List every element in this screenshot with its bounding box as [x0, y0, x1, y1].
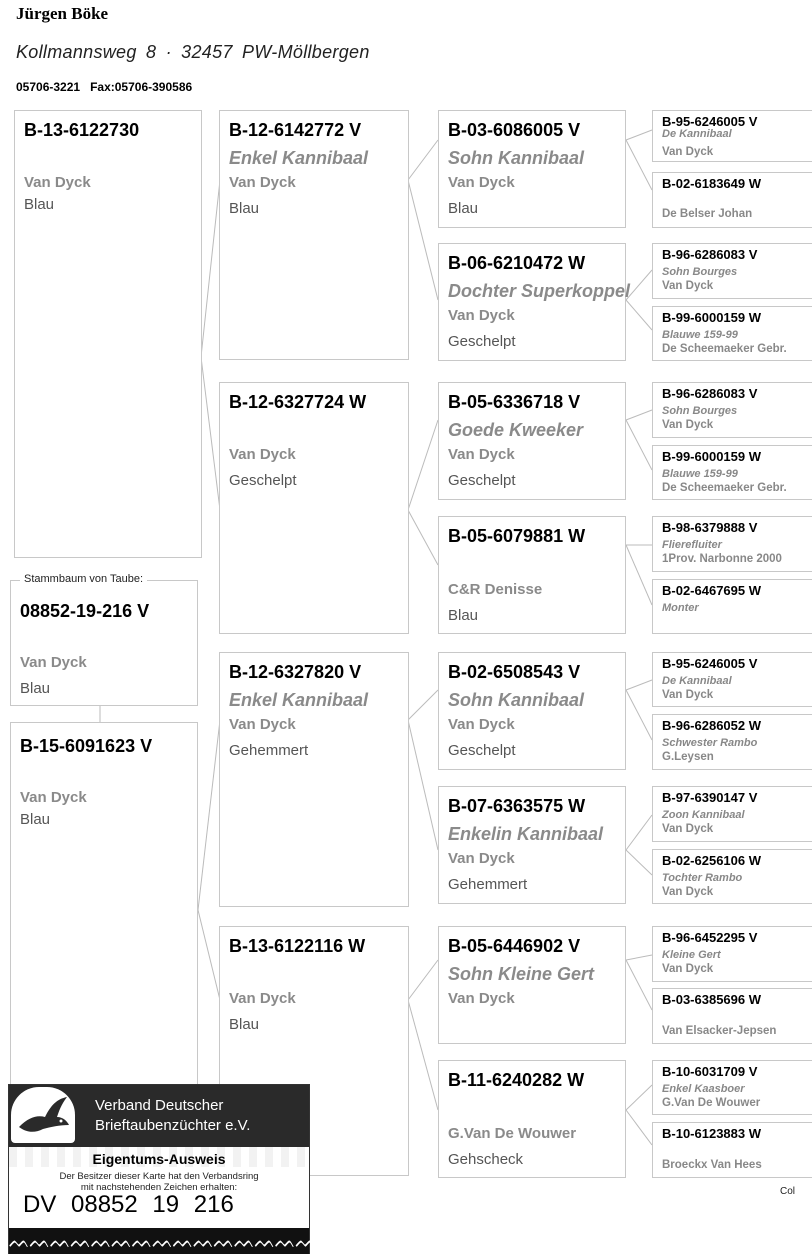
gen4-owner: Van Dyck — [662, 963, 714, 975]
gen4-ring: B-99-6000159 W — [662, 310, 761, 325]
gen3-color: Blau — [448, 200, 479, 217]
gen2-ring: B-12-6142772 V — [229, 120, 362, 140]
gen3-nick: Dochter Superkoppel — [448, 281, 631, 301]
gen4-nick: Blauwe 159-99 — [662, 468, 738, 480]
gen4-ring: B-96-6286083 V — [662, 247, 758, 262]
gen4-box — [652, 110, 812, 162]
gen2-nick: Enkel Kannibaal — [229, 690, 369, 710]
gen4-box — [652, 445, 812, 500]
gen2-color: Blau — [229, 200, 260, 217]
gen2-color: Blau — [229, 1016, 260, 1033]
gen2-ring: B-12-6327724 W — [229, 392, 367, 412]
dove-logo-icon — [11, 1087, 75, 1143]
gen3-owner: Van Dyck — [448, 307, 515, 324]
gen4-nick: Sohn Bourges — [662, 266, 738, 278]
gen4-owner: Van Dyck — [662, 146, 714, 158]
gen2-box — [219, 110, 409, 360]
card-header — [9, 1085, 309, 1147]
gen4-box — [652, 516, 812, 572]
footer-fragment: Col — [780, 1186, 796, 1197]
card-subtitle-line2: mit nachstehenden Zeichen erhalten: — [80, 1182, 238, 1193]
gen4-box — [652, 652, 812, 707]
gen4-owner: Van Dyck — [662, 689, 714, 701]
gen4-box — [652, 926, 812, 982]
card-title-text: Eigentums-Ausweis — [92, 1151, 226, 1167]
gen2-nick: Enkel Kannibaal — [229, 148, 369, 168]
gen2-box — [219, 652, 409, 907]
gen3-nick: Sohn Kleine Gert — [448, 964, 595, 984]
gen4-owner: G.Van De Wouwer — [662, 1097, 761, 1109]
card-org-line1: Verband Deutscher — [95, 1097, 224, 1114]
gen4-box — [652, 1122, 812, 1178]
gen3-box — [438, 382, 626, 500]
gen3-box — [438, 1060, 626, 1178]
gen3-box — [438, 652, 626, 770]
gen3-box — [438, 786, 626, 904]
mother-owner: Van Dyck — [20, 789, 87, 806]
gen3-ring: B-05-6336718 V — [448, 392, 581, 412]
gen3-ring: B-11-6240282 W — [448, 1070, 585, 1090]
gen4-box — [652, 243, 812, 299]
gen4-nick: De Kannibaal — [662, 128, 732, 140]
mother-ring: B-15-6091623 V — [20, 736, 153, 756]
gen4-ring: B-95-6246005 V — [662, 656, 758, 671]
bird-ring: 08852-19-216 V — [20, 601, 150, 621]
gen2-owner: Van Dyck — [229, 174, 296, 191]
gen4-box — [652, 988, 812, 1044]
gen4-nick: Schwester Rambo — [662, 737, 758, 749]
gen4-box — [652, 172, 812, 228]
gen4-ring: B-98-6379888 V — [662, 520, 758, 535]
card-security-pattern: ᨓᨓᨓᨓᨓᨓᨓᨓᨓᨓᨓᨓᨓᨓᨓᨓᨓᨓᨓᨓᨓᨓᨓᨓᨓ — [9, 1228, 309, 1254]
gen4-nick: Sohn Bourges — [662, 405, 738, 417]
gen4-owner: 1Prov. Narbonne 2000 — [662, 553, 782, 565]
gen3-ring: B-06-6210472 W — [448, 253, 586, 273]
card-title — [9, 1151, 309, 1167]
gen4-owner: Van Dyck — [662, 419, 714, 431]
gen4-ring: B-97-6390147 V — [662, 790, 758, 805]
gen4-ring: B-02-6467695 W — [662, 583, 761, 598]
gen4-owner: Van Dyck — [662, 886, 714, 898]
gen4-box — [652, 306, 812, 361]
gen3-color: Gehemmert — [448, 876, 528, 893]
gen4-ring: B-10-6123883 W — [662, 1126, 761, 1141]
gen3-color: Gehscheck — [448, 1151, 524, 1168]
gen4-ring: B-10-6031709 V — [662, 1064, 758, 1079]
gen2-ring: B-13-6122116 W — [229, 936, 366, 956]
gen4-owner: De Scheemaeker Gebr. — [662, 482, 787, 494]
gen3-box — [438, 110, 626, 228]
gen2-box — [219, 382, 409, 634]
card-subtitle-line1: Der Besitzer dieser Karte hat den Verbandsring — [59, 1171, 259, 1182]
gen4-owner: Broeckx Van Hees — [662, 1159, 762, 1171]
gen3-color: Blau — [448, 607, 479, 624]
father-box — [14, 110, 202, 558]
bird-color: Blau — [20, 680, 51, 697]
gen4-ring: B-96-6452295 V — [662, 930, 758, 945]
gen3-owner: Van Dyck — [448, 850, 515, 867]
gen3-box — [438, 516, 626, 634]
gen3-nick: Sohn Kannibaal — [448, 690, 585, 710]
bird-box — [10, 580, 198, 706]
gen4-nick: Blauwe 159-99 — [662, 329, 738, 341]
card-ring-number: DV 08852 19 216 — [23, 1191, 234, 1218]
gen4-box — [652, 1060, 812, 1115]
card-org-line2: Brieftaubenzüchter e.V. — [95, 1117, 251, 1134]
gen4-box — [652, 849, 812, 904]
gen4-owner: G.Leysen — [662, 751, 714, 763]
gen2-ring: B-12-6327820 V — [229, 662, 362, 682]
gen3-color: Geschelpt — [448, 742, 516, 759]
gen4-nick: Enkel Kaasboer — [662, 1083, 745, 1095]
gen2-owner: Van Dyck — [229, 446, 296, 463]
fax: Fax:05706-390586 — [90, 80, 193, 94]
gen3-owner: Van Dyck — [448, 446, 515, 463]
father-owner: Van Dyck — [24, 174, 91, 191]
gen4-nick: Kleine Gert — [662, 949, 721, 961]
gen2-color: Gehemmert — [229, 742, 309, 759]
gen4-box — [652, 382, 812, 438]
gen4-owner: De Scheemaeker Gebr. — [662, 343, 787, 355]
gen4-ring: B-99-6000159 W — [662, 449, 761, 464]
gen4-ring: B-02-6183649 W — [662, 176, 761, 191]
gen4-nick: Zoon Kannibaal — [662, 809, 745, 821]
gen3-nick: Sohn Kannibaal — [448, 148, 585, 168]
dove-icon — [11, 1087, 75, 1143]
gen4-box — [652, 579, 812, 634]
owner-contact — [16, 80, 192, 94]
gen3-box — [438, 243, 631, 361]
mother-box — [10, 722, 198, 1092]
gen4-ring: B-03-6385696 W — [662, 992, 761, 1007]
gen4-owner: Van Elsacker-Jepsen — [662, 1025, 777, 1037]
gen4-ring: B-95-6246005 V — [662, 114, 758, 129]
gen4-owner: De Belser Johan — [662, 208, 753, 220]
gen3-ring: B-05-6446902 V — [448, 936, 581, 956]
gen3-box — [438, 926, 626, 1044]
gen2-owner: Van Dyck — [229, 716, 296, 733]
gen4-box — [652, 714, 812, 770]
gen3-owner: Van Dyck — [448, 990, 515, 1007]
gen3-owner: Van Dyck — [448, 716, 515, 733]
gen4-ring: B-02-6256106 W — [662, 853, 761, 868]
gen3-nick: Enkelin Kannibaal — [448, 824, 604, 844]
gen4-nick: Flierefluiter — [662, 539, 722, 551]
gen3-ring: B-05-6079881 W — [448, 526, 586, 546]
father-color: Blau — [24, 196, 55, 213]
gen3-nick: Goede Kweeker — [448, 420, 584, 440]
gen3-color: Geschelpt — [448, 472, 516, 489]
gen4-nick: Monter — [662, 602, 699, 614]
gen3-owner: G.Van De Wouwer — [448, 1125, 577, 1142]
owner-address: Kollmannsweg 8 · 32457 PW-Möllbergen — [16, 42, 370, 62]
gen3-owner: C&R Denisse — [448, 581, 543, 598]
card-subtitle — [9, 1171, 309, 1193]
gen4-box — [652, 786, 812, 842]
gen3-owner: Van Dyck — [448, 174, 515, 191]
father-ring: B-13-6122730 — [24, 120, 140, 140]
gen4-ring: B-96-6286052 W — [662, 718, 761, 733]
gen4-ring: B-96-6286083 V — [662, 386, 758, 401]
gen3-ring: B-02-6508543 V — [448, 662, 581, 682]
gen2-owner: Van Dyck — [229, 990, 296, 1007]
gen3-ring: B-03-6086005 V — [448, 120, 581, 140]
gen4-owner: Van Dyck — [662, 280, 714, 292]
gen3-ring: B-07-6363575 W — [448, 796, 586, 816]
owner-name: Jürgen Böke — [16, 4, 109, 23]
pedigree-label: Stammbaum von Taube: — [20, 573, 147, 585]
gen4-nick: Tochter Rambo — [662, 872, 743, 884]
gen4-owner: Van Dyck — [662, 823, 714, 835]
gen2-color: Geschelpt — [229, 472, 297, 489]
bird-owner: Van Dyck — [20, 654, 87, 671]
phone: 05706-3221 — [16, 80, 81, 94]
mother-color: Blau — [20, 811, 51, 828]
gen3-color: Geschelpt — [448, 333, 516, 350]
gen4-nick: De Kannibaal — [662, 675, 732, 687]
